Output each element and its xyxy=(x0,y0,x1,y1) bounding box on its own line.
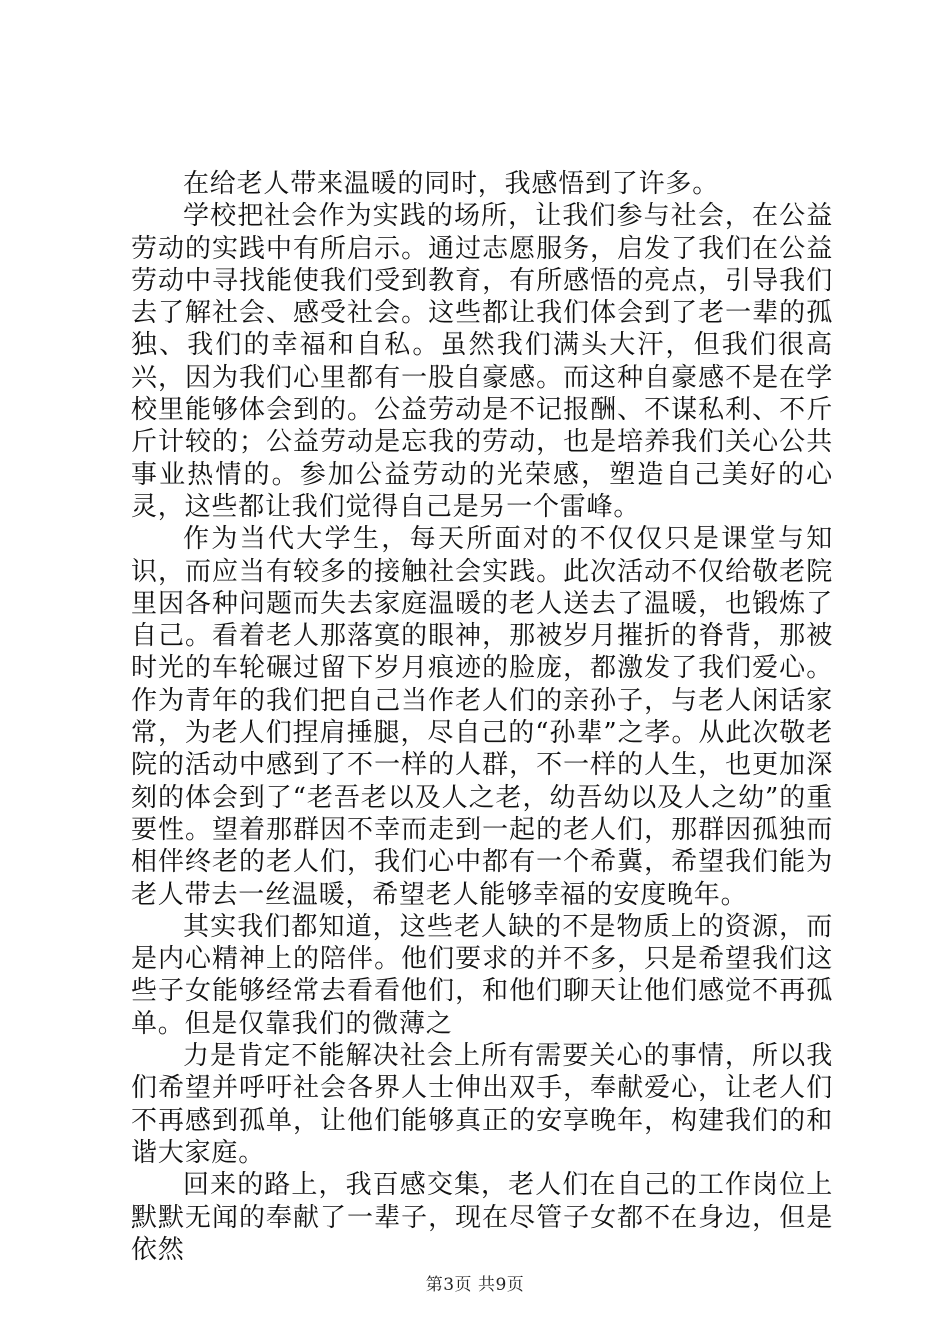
paragraph-1: 在给老人带来温暖的同时，我感悟到了许多。 xyxy=(183,169,720,199)
paragraph-5: 力是肯定不能解决社会上所有需要关心的事情，所以我们希望并呼吁社会各界人士伸出双手，奉献爱心，让老人们不再感到孤单，让他们能够真正的安享晚年，构建我们的和谐大家庭。 xyxy=(131,1041,833,1168)
paragraph-4: 其实我们都知道，这些老人缺的不是物质上的资源，而是内心精神上的陪伴。他们要求的并不多，只是希望我们这些子女能够经常去看看他们，和他们聊天让他们感觉不再孤单。但是仅靠我们的微薄之 xyxy=(131,911,833,1039)
page-number-footer: 第3页 共9页 xyxy=(425,1275,525,1295)
document-body xyxy=(131,168,833,1266)
paragraph-6: 回来的路上，我百感交集，老人们在自己的工作岗位上默默无闻的奉献了一辈子，现在尽管子女都不在身边，但是依然 xyxy=(131,1170,833,1265)
paragraph-2: 学校把社会作为实践的场所，让我们参与社会，在公益劳动的实践中有所启示。通过志愿服务，启发了我们在公益劳动中寻找能使我们受到教育，有所感悟的亮点，引导我们去了解社会、感受社会。这些都让我们体会到了老一辈的孤独、我们的幸福和自私。虽然我们满头大汗，但我们很高兴，因为我们心里都有一股自豪感。而这种自豪感不是在学校里能够体会到的。公益劳动是不记报酬、不谋私利、不斤斤计较的；公益劳动是忘我的劳动，也是培养我们关心公共事业热情的。参加公益劳动的光荣感，塑造自己美好的心灵，这些都让我们觉得自己是另一个雷峰。 xyxy=(131,201,833,522)
paragraph-3: 作为当代大学生，每天所面对的不仅仅只是课堂与知识，而应当有较多的接触社会实践。此次活动不仅给敬老院里因各种问题而失去家庭温暖的老人送去了温暖，也锻炼了自己。看着老人那落寞的眼神，那被岁月摧折的脊背，那被时光的车轮碾过留下岁月痕迹的脸庞，都激发了我们爱心。作为青年的我们把自己当作老人们的亲孙子，与老人闲话家常，为老人们捏肩捶腿，尽自己的“孙辈”之孝。从此次敬老院的活动中感到了不一样的人群，不一样的人生，也更加深刻的体会到了“老吾老以及人之老，幼吾幼以及人之幼”的重要性。望着那群因不幸而走到一起的老人们，那群因孤独而相伴终老的老人们，我们心中都有一个希冀，希望我们能为老人带去一丝温暖，希望老人能够幸福的安度晚年。 xyxy=(131,524,833,910)
